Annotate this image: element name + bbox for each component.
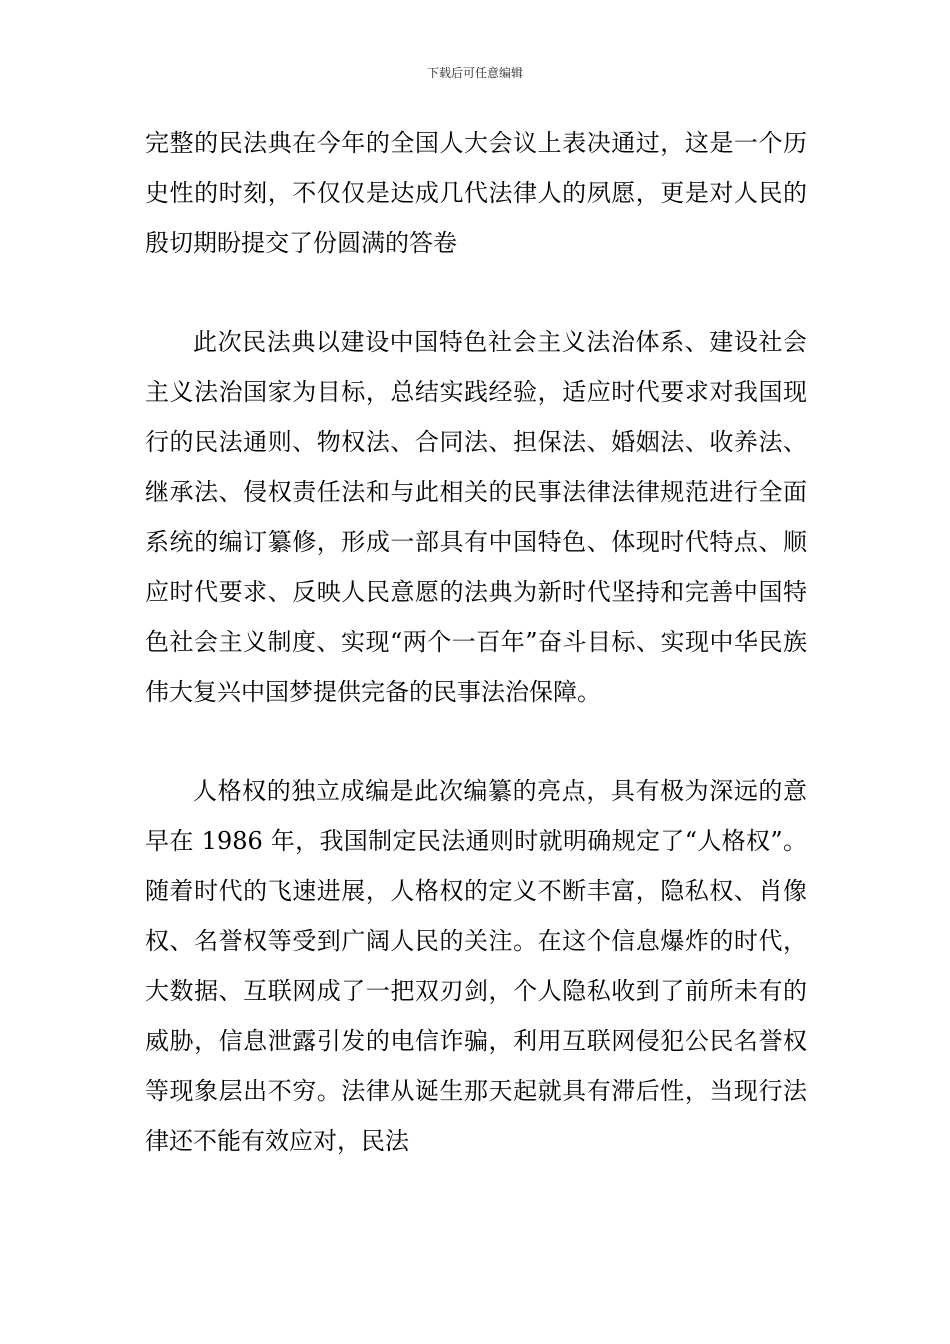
paragraph-1: 完整的民法典在今年的全国人大会议上表决通过，这是一个历史性的时刻，不仅仅是达成几代法律人的夙愿，更是对人民的殷切期盼提交了份圆满的答卷 (145, 129, 807, 257)
page-header: 下载后可任意编辑 (426, 66, 523, 80)
paragraph-3: 人格权的独立成编是此次编纂的亮点，具有极为深远的意早在 1986 年，我国制定民法通则时就明确规定了“人格权”。随着时代的飞速进展，人格权的定义不断丰富，隐私权、肖像权、名誉权等受到广阔人民的关注。在这个信息爆炸的时代，大数据、互联网成了一把双刃剑，个人隐私收到了前所未有的威胁，信息泄露引发的电信诈骗，利用互联网侵犯公民名誉权等现象层出不穷。法律从诞生那天起就具有滞后性，当现行法律还不能有效应对，民法 (145, 777, 807, 1155)
paragraph-spacer (145, 268, 807, 317)
paragraph-2: 此次民法典以建设中国特色社会主义法治体系、建设社会主义法治国家为目标，总结实践经验，适应时代要求对我国现行的民法通则、物权法、合同法、担保法、婚姻法、收养法、继承法、侵权责任法和与此相关的民事法律法律规范进行全面系统的编订纂修，形成一部具有中国特色、体现时代特点、顺应时代要求、反映人民意愿的法典为新时代坚持和完善中国特色社会主义制度、实现“两个一百年”奋斗目标、实现中华民族伟大复兴中国梦提供完备的民事法治保障。 (145, 328, 807, 706)
document-body (145, 118, 807, 1166)
paragraph-spacer (145, 717, 807, 766)
